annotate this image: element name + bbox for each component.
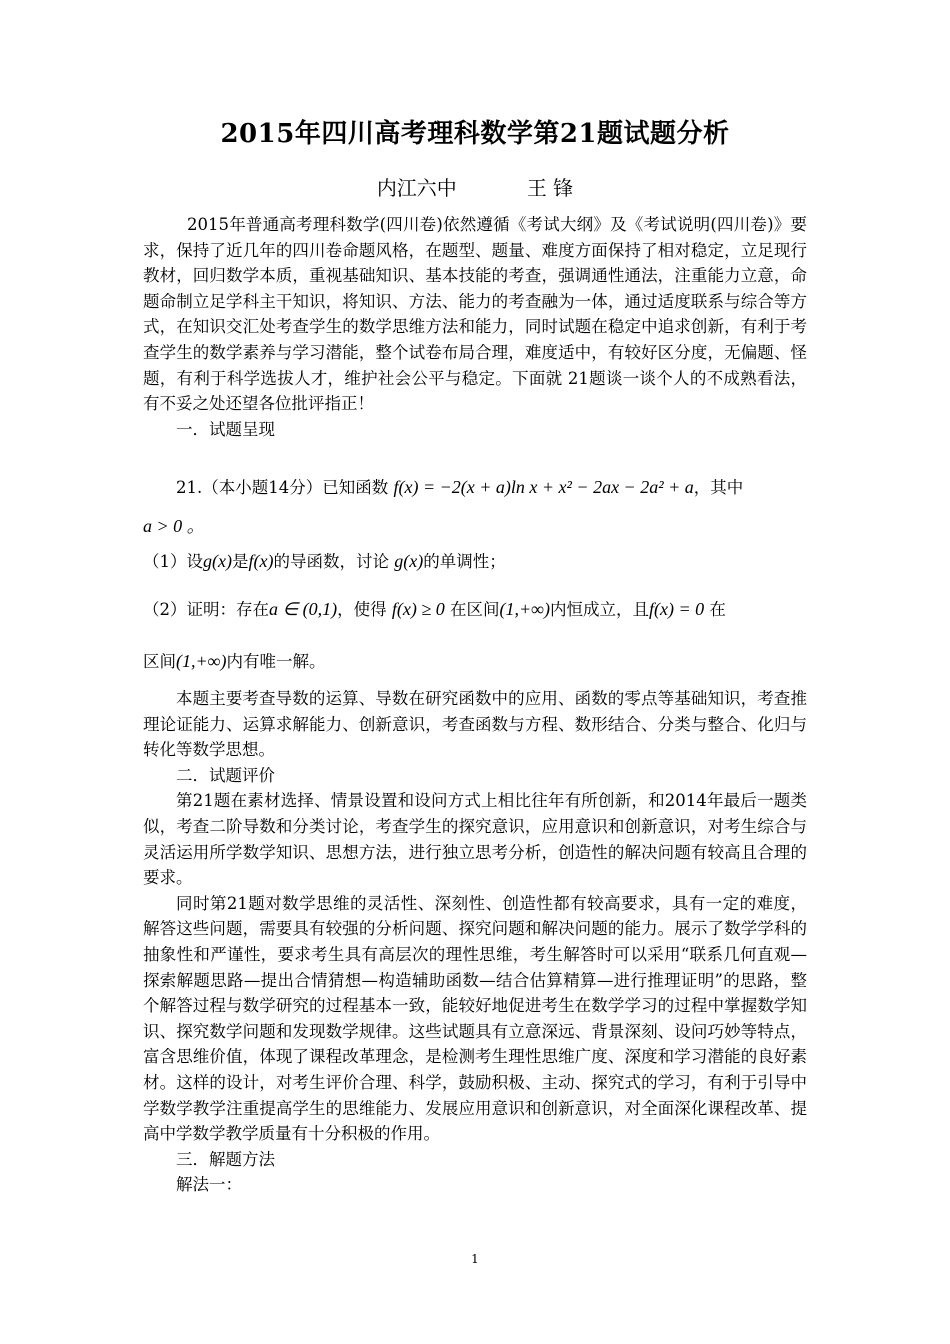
q2-math-1: a ∈ (0,1) bbox=[269, 599, 338, 619]
q2-text-c: 在区间 bbox=[450, 600, 500, 619]
problem-stem-line bbox=[143, 474, 807, 498]
author-school: 内江六中 bbox=[376, 176, 457, 200]
evaluation-paragraph-2: 同时第21题对数学思维的灵活性、深刻性、创造性都有较高要求，具有一定的难度，解答这些问题，需要具有较强的分析问题、探究问题和解决问题的能力。展示了数学学科的抽象性和严谨性，要求考生具有高层次的理性思维，考生解答时可以采用“联系几何直观—探索解题思路—提出合情猜想—构造辅助函数—结合估算精算—进行推理证明”的思路，整个解答过程与数学研究的过程基本一致，能较好地促进考生在数学学习的过程中掌握数学知识、探究数学问题和发现数学规律。这些试题具有立意深远、背景深刻、设问巧妙等特点，富含思维价值，体现了课程改革理念，是检测考生理性思维广度、深度和学习潜能的良好素材。这样的设计，对考生评价合理、科学，鼓励积极、主动、探究式的学习，有利于引导中学数学教学注重提高学生的思维能力、发展应用意识和创新意识，对全面深化课程改革、提高中学数学教学质量有十分积极的作用。 bbox=[143, 893, 807, 1144]
method-1-heading: 解法一： bbox=[176, 1175, 242, 1195]
analysis-block bbox=[143, 686, 807, 1198]
question-2-line-2 bbox=[143, 648, 807, 672]
q1-text-b: 是 bbox=[231, 552, 249, 571]
q2-text-g: 内有唯一解。 bbox=[226, 652, 326, 671]
q1-math-g: g(x) bbox=[203, 551, 232, 571]
problem-condition-line bbox=[143, 512, 807, 538]
author-line bbox=[0, 172, 950, 201]
question-1-line bbox=[143, 548, 807, 572]
q2-text-b: ，使得 bbox=[337, 600, 387, 619]
document-title: 2015年四川高考理科数学第21题试题分析 bbox=[220, 119, 730, 149]
problem-stem: 21.（本小题14分）已知函数 bbox=[176, 478, 389, 497]
q2-math-3: (1,+∞) bbox=[499, 599, 550, 619]
section-heading-3: 三．解题方法 bbox=[176, 1149, 275, 1169]
q1-text-d: 的单调性； bbox=[423, 552, 506, 571]
q1-text-c: 的导函数，讨论 bbox=[273, 552, 389, 571]
focus-paragraph: 本题主要考查导数的运算、导数在研究函数中的应用、函数的零点等基础知识，考查推理论证能力、运算求解能力、创新意识，考查函数与方程、数形结合、分类与整合、化归与转化等数学思想。 bbox=[143, 689, 807, 760]
intro-paragraph: 2015年普通高考理科数学(四川卷)依然遵循《考试大纲》及《考试说明(四川卷)》要求，保持了近几年的四川卷命题风格，在题型、题量、难度方面保持了相对稳定，立足现行教材，回归数学本质，重视基础知识、基本技能的考查，强调通性通法，注重能力立意，命题命制立足学科主干知识，将知识、方法、能力的考查融为一体，通过适度联系与综合等方式，在知识交汇处考查学生的数学思维方法和能力，同时试题在稳定中追求创新，有利于考查学生的数学素养与学习潜能，整个试卷布局合理，难度适中，有较好区分度，无偏题、怪题，有利于科学选拔人才，维护社会公平与稳定。下面就 21题谈一谈个人的不成熟看法，有不妥之处还望各位批评指正！ bbox=[143, 215, 807, 414]
section-heading-1: 一．试题呈现 bbox=[176, 419, 275, 439]
intro-block bbox=[143, 212, 807, 442]
question-2-line bbox=[143, 596, 807, 620]
evaluation-paragraph-1: 第21题在素材选择、情景设置和设问方式上相比往年有所创新，和2014年最后一题类似，考查二阶导数和分类讨论，考查学生的探究意识，应用意识和创新意识，对考生综合与灵活运用所学数学知识、思想方法，进行独立思考分析，创造性的解决问题有较高且合理的要求。 bbox=[143, 791, 807, 888]
q2-math-4: f(x) = 0 bbox=[649, 599, 705, 619]
problem-condition: a > 0 。 bbox=[143, 516, 205, 536]
author-name: 王 锋 bbox=[526, 176, 574, 200]
q1-math-f: f(x) bbox=[248, 551, 274, 571]
q2-text-e: 在 bbox=[709, 600, 726, 619]
q1-text-a: （1）设 bbox=[143, 552, 203, 571]
q2-text-a: （2）证明：存在 bbox=[143, 600, 269, 619]
q2-text-f: 区间 bbox=[143, 652, 176, 671]
section-heading-2: 二．试题评价 bbox=[176, 765, 275, 785]
problem-formula: f(x) = −2(x + a)ln x + x² − 2ax − 2a² + a bbox=[393, 477, 694, 497]
problem-stem-end: ，其中 bbox=[693, 478, 744, 497]
q2-math-5: (1,+∞) bbox=[176, 651, 227, 671]
page-number: 1 bbox=[471, 1252, 479, 1266]
q2-text-d: 内恒成立，且 bbox=[550, 600, 649, 619]
q1-math-g2: g(x) bbox=[394, 551, 424, 571]
q2-math-2: f(x) ≥ 0 bbox=[391, 599, 445, 619]
